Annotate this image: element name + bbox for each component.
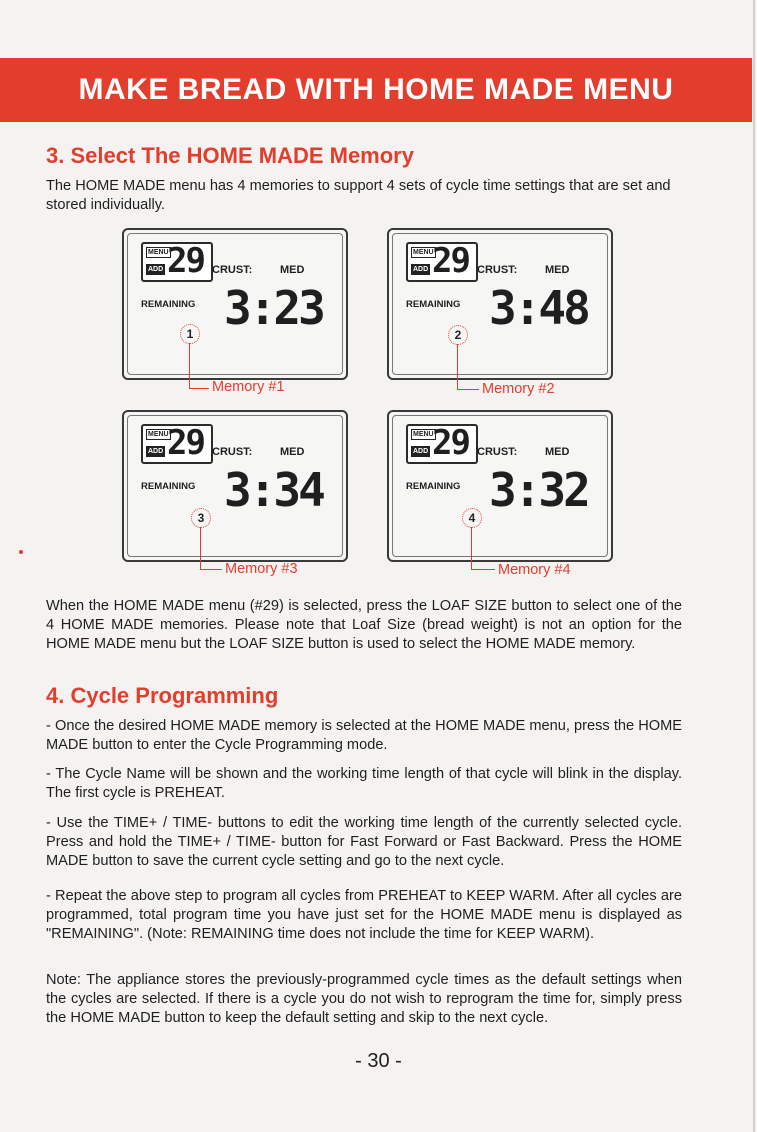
page-edge-rule <box>753 0 755 1132</box>
crust-label: CRUST: <box>212 446 253 458</box>
menu-tag: MENU <box>413 431 434 438</box>
crust-value: MED <box>545 264 570 276</box>
leader-line <box>200 527 201 569</box>
menu-number-box <box>406 424 478 464</box>
remaining-time: 3:48 <box>489 281 588 335</box>
remaining-label: REMAINING <box>406 481 461 492</box>
menu-number-box <box>406 242 478 282</box>
remaining-time: 3:32 <box>489 463 588 517</box>
leader-line <box>471 527 472 569</box>
remaining-label: REMAINING <box>406 299 461 310</box>
section4-paragraph-2: - The Cycle Name will be shown and the working time length of that cycle will blink in the display. The first cycle is PREHEAT. <box>46 766 682 801</box>
crust-label: CRUST: <box>212 264 253 276</box>
menu-number-box <box>141 242 213 282</box>
leader-line <box>189 343 190 388</box>
lcd-display-memory-4 <box>387 410 613 562</box>
crust-value: MED <box>280 264 305 276</box>
crust-value: MED <box>280 446 305 458</box>
memory-marker-4: 4 <box>462 508 482 528</box>
leader-line <box>457 344 458 389</box>
section-banner: MAKE BREAD WITH HOME MADE MENU <box>0 58 752 122</box>
remaining-time: 3:23 <box>224 281 323 335</box>
crust-label: CRUST: <box>477 264 518 276</box>
section4-heading: 4. Cycle Programming <box>46 683 279 708</box>
menu-tag: MENU <box>148 249 169 256</box>
menu-number: 29 <box>432 241 469 281</box>
menu-number-box <box>141 424 213 464</box>
menu-tag: MENU <box>413 249 434 256</box>
leader-line <box>457 389 479 390</box>
memory-marker-1: 1 <box>180 324 200 344</box>
memory-marker-3: 3 <box>191 508 211 528</box>
remaining-label: REMAINING <box>141 299 196 310</box>
lcd-display-memory-1 <box>122 228 348 380</box>
remaining-label: REMAINING <box>141 481 196 492</box>
lcd-display-memory-3 <box>122 410 348 562</box>
section3-intro: The HOME MADE menu has 4 memories to support 4 sets of cycle time settings that are set and stored individually. <box>46 178 671 213</box>
memory-marker-2: 2 <box>448 325 468 345</box>
menu-tag: MENU <box>148 431 169 438</box>
menu-number: 29 <box>167 241 204 281</box>
section4-paragraph-1: - Once the desired HOME MADE memory is selected at the HOME MADE menu, press the HOME MADE button to enter the Cycle Programming mode. <box>46 718 682 753</box>
selection-note: When the HOME MADE menu (#29) is selected, press the LOAF SIZE button to select one of the 4 HOME MADE memories. Please note that Loaf Size (bread weight) is not an option for the HOME MADE menu but the LOAF SIZE button is used to select the HOME MADE memory. <box>46 598 682 652</box>
add-tag: ADD <box>148 448 164 455</box>
section4-paragraph-3: - Use the TIME+ / TIME- buttons to edit the working time length of the currently selected cycle. Press and hold the TIME+ / TIME- button for Fast Forward or Fast Backward. Press the HOME MADE button to save the current cycle setting and go to the next cycle. <box>46 815 682 869</box>
menu-number: 29 <box>432 423 469 463</box>
add-tag: ADD <box>413 266 429 273</box>
section4-paragraph-4: - Repeat the above step to program all cycles from PREHEAT to KEEP WARM. After all cycles are programmed, total program time you have just set for the HOME MADE menu is displayed as "REMAINING". (Note: REMAINING time does not include the time for KEEP WARM). <box>46 888 682 942</box>
menu-number: 29 <box>167 423 204 463</box>
add-tag: ADD <box>148 266 164 273</box>
memory-label-3: Memory #3 <box>225 561 298 577</box>
memory-label-2: Memory #2 <box>482 381 555 397</box>
bullet-mark <box>19 550 23 554</box>
leader-line <box>471 569 495 570</box>
remaining-time: 3:34 <box>224 463 323 517</box>
memory-label-4: Memory #4 <box>498 562 571 578</box>
leader-line <box>189 388 209 389</box>
add-tag: ADD <box>413 448 429 455</box>
crust-label: CRUST: <box>477 446 518 458</box>
crust-value: MED <box>545 446 570 458</box>
section4-note: Note: The appliance stores the previously-programmed cycle times as the default settings when the cycles are selected. If there is a cycle you do not wish to reprogram the time for, simply press the HOME MADE button to keep the default setting and skip to the next cycle. <box>46 972 682 1026</box>
memory-label-1: Memory #1 <box>212 379 285 395</box>
section3-heading: 3. Select The HOME MADE Memory <box>46 143 414 168</box>
lcd-display-memory-2 <box>387 228 613 380</box>
page-number: - 30 - <box>355 1050 402 1072</box>
leader-line <box>200 569 222 570</box>
